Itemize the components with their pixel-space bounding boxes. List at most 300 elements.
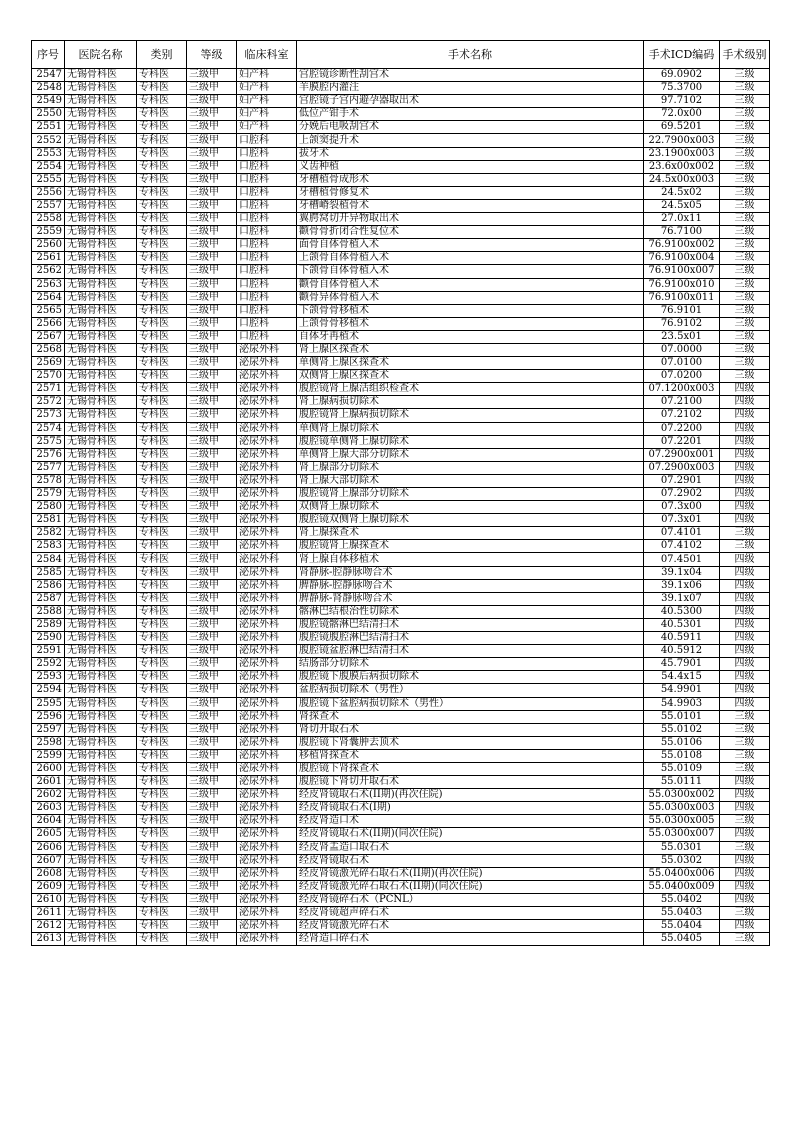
cell-level: 三级甲 [187, 343, 237, 356]
cell-seq: 2551 [32, 121, 65, 134]
cell-icd-code: 76.9100x002 [644, 239, 720, 252]
cell-surgery-name: 单侧肾上腺切除术 [297, 422, 644, 435]
cell-department: 泌尿外科 [237, 658, 297, 671]
cell-category: 专科医 [137, 435, 187, 448]
table-row [32, 186, 770, 199]
table-row [32, 461, 770, 474]
cell-icd-code: 24.5x00x003 [644, 173, 720, 186]
cell-seq: 2569 [32, 357, 65, 370]
cell-icd-code: 24.5x02 [644, 186, 720, 199]
cell-hospital: 无锡骨科医 [65, 186, 137, 199]
cell-surgery-grade: 四级 [720, 776, 770, 789]
cell-department: 口腔科 [237, 252, 297, 265]
cell-surgery-grade: 三级 [720, 357, 770, 370]
cell-category: 专科医 [137, 802, 187, 815]
cell-hospital: 无锡骨科医 [65, 632, 137, 645]
table-row [32, 82, 770, 95]
cell-seq: 2592 [32, 658, 65, 671]
cell-category: 专科医 [137, 776, 187, 789]
cell-category: 专科医 [137, 488, 187, 501]
cell-department: 泌尿外科 [237, 488, 297, 501]
cell-surgery-grade: 四级 [720, 828, 770, 841]
cell-icd-code: 76.7100 [644, 226, 720, 239]
cell-icd-code: 97.7102 [644, 95, 720, 108]
cell-surgery-name: 经皮肾镜取石术(II期)(同次住院) [297, 828, 644, 841]
cell-level: 三级甲 [187, 252, 237, 265]
cell-icd-code: 55.0102 [644, 723, 720, 736]
header-hospital: 医院名称 [65, 41, 137, 69]
cell-surgery-grade: 三级 [720, 108, 770, 121]
cell-surgery-grade: 四级 [720, 422, 770, 435]
cell-surgery-grade: 三级 [720, 199, 770, 212]
cell-department: 泌尿外科 [237, 867, 297, 880]
cell-surgery-grade: 四级 [720, 880, 770, 893]
cell-seq: 2570 [32, 370, 65, 383]
cell-icd-code: 23.5x01 [644, 330, 720, 343]
cell-surgery-name: 肾上腺探查术 [297, 527, 644, 540]
cell-surgery-grade: 三级 [720, 749, 770, 762]
cell-hospital: 无锡骨科医 [65, 278, 137, 291]
cell-seq: 2586 [32, 579, 65, 592]
table-row [32, 789, 770, 802]
cell-hospital: 无锡骨科医 [65, 252, 137, 265]
table-row [32, 108, 770, 121]
cell-icd-code: 07.2102 [644, 409, 720, 422]
cell-icd-code: 55.0101 [644, 710, 720, 723]
cell-hospital: 无锡骨科医 [65, 448, 137, 461]
cell-hospital: 无锡骨科医 [65, 907, 137, 920]
cell-seq: 2582 [32, 527, 65, 540]
cell-surgery-grade: 四级 [720, 789, 770, 802]
cell-hospital: 无锡骨科医 [65, 422, 137, 435]
cell-surgery-name: 双侧肾上腺区探查术 [297, 370, 644, 383]
table-body [32, 69, 770, 946]
cell-surgery-name: 肾切开取石术 [297, 723, 644, 736]
cell-seq: 2602 [32, 789, 65, 802]
cell-seq: 2610 [32, 893, 65, 906]
table-row [32, 396, 770, 409]
cell-category: 专科医 [137, 291, 187, 304]
cell-level: 三级甲 [187, 749, 237, 762]
cell-category: 专科医 [137, 448, 187, 461]
cell-surgery-grade: 四级 [720, 605, 770, 618]
cell-department: 泌尿外科 [237, 357, 297, 370]
cell-icd-code: 55.0402 [644, 893, 720, 906]
cell-hospital: 无锡骨科医 [65, 265, 137, 278]
cell-level: 三级甲 [187, 435, 237, 448]
cell-surgery-name: 颧骨自体骨植入术 [297, 278, 644, 291]
cell-level: 三级甲 [187, 173, 237, 186]
surgery-table [31, 40, 770, 946]
cell-category: 专科医 [137, 370, 187, 383]
cell-department: 泌尿外科 [237, 671, 297, 684]
cell-seq: 2573 [32, 409, 65, 422]
cell-hospital: 无锡骨科医 [65, 854, 137, 867]
cell-level: 三级甲 [187, 684, 237, 697]
cell-category: 专科医 [137, 815, 187, 828]
cell-category: 专科医 [137, 566, 187, 579]
cell-icd-code: 54.9903 [644, 697, 720, 710]
cell-department: 泌尿外科 [237, 370, 297, 383]
cell-department: 口腔科 [237, 134, 297, 147]
table-row [32, 618, 770, 631]
cell-level: 三级甲 [187, 605, 237, 618]
cell-level: 三级甲 [187, 723, 237, 736]
cell-level: 三级甲 [187, 697, 237, 710]
cell-department: 泌尿外科 [237, 553, 297, 566]
cell-icd-code: 07.3x01 [644, 514, 720, 527]
cell-level: 三级甲 [187, 474, 237, 487]
cell-category: 专科医 [137, 736, 187, 749]
cell-level: 三级甲 [187, 710, 237, 723]
cell-surgery-grade: 三级 [720, 95, 770, 108]
cell-surgery-grade: 四级 [720, 579, 770, 592]
cell-department: 泌尿外科 [237, 776, 297, 789]
cell-hospital: 无锡骨科医 [65, 880, 137, 893]
table-row [32, 199, 770, 212]
cell-surgery-name: 颧骨骨折闭合性复位术 [297, 226, 644, 239]
cell-surgery-grade: 四级 [720, 553, 770, 566]
table-row [32, 553, 770, 566]
cell-level: 三级甲 [187, 618, 237, 631]
cell-surgery-name: 牙槽植骨修复术 [297, 186, 644, 199]
cell-department: 泌尿外科 [237, 501, 297, 514]
cell-surgery-grade: 三级 [720, 291, 770, 304]
cell-category: 专科医 [137, 749, 187, 762]
cell-category: 专科医 [137, 278, 187, 291]
table-row [32, 920, 770, 933]
table-row [32, 121, 770, 134]
cell-department: 泌尿外科 [237, 422, 297, 435]
cell-category: 专科医 [137, 147, 187, 160]
cell-department: 妇产科 [237, 69, 297, 82]
cell-surgery-name: 经皮肾镜取石术(I期) [297, 802, 644, 815]
cell-surgery-name: 翼腭窝切开异物取出术 [297, 213, 644, 226]
cell-level: 三级甲 [187, 121, 237, 134]
cell-icd-code: 55.0302 [644, 854, 720, 867]
cell-hospital: 无锡骨科医 [65, 933, 137, 946]
table-row [32, 933, 770, 946]
cell-level: 三级甲 [187, 907, 237, 920]
cell-seq: 2601 [32, 776, 65, 789]
cell-category: 专科医 [137, 383, 187, 396]
cell-surgery-grade: 四级 [720, 461, 770, 474]
table-row [32, 749, 770, 762]
cell-hospital: 无锡骨科医 [65, 592, 137, 605]
cell-surgery-name: 腹腔镜下肾切开取石术 [297, 776, 644, 789]
table-row [32, 671, 770, 684]
table-row [32, 435, 770, 448]
cell-category: 专科医 [137, 343, 187, 356]
cell-icd-code: 07.2100 [644, 396, 720, 409]
cell-hospital: 无锡骨科医 [65, 357, 137, 370]
cell-level: 三级甲 [187, 893, 237, 906]
table-row [32, 239, 770, 252]
cell-department: 泌尿外科 [237, 762, 297, 775]
cell-category: 专科医 [137, 907, 187, 920]
cell-surgery-name: 腹腔镜肾上腺活组织检查术 [297, 383, 644, 396]
cell-department: 泌尿外科 [237, 907, 297, 920]
cell-category: 专科医 [137, 920, 187, 933]
table-row [32, 907, 770, 920]
cell-icd-code: 07.2900x001 [644, 448, 720, 461]
table-row [32, 304, 770, 317]
cell-department: 泌尿外科 [237, 841, 297, 854]
cell-seq: 2600 [32, 762, 65, 775]
cell-hospital: 无锡骨科医 [65, 749, 137, 762]
cell-icd-code: 40.5301 [644, 618, 720, 631]
cell-surgery-grade: 四级 [720, 802, 770, 815]
cell-surgery-grade: 四级 [720, 867, 770, 880]
cell-level: 三级甲 [187, 69, 237, 82]
cell-hospital: 无锡骨科医 [65, 147, 137, 160]
header-surgery-grade: 手术级别 [720, 41, 770, 69]
cell-department: 泌尿外科 [237, 514, 297, 527]
table-row [32, 854, 770, 867]
cell-icd-code: 55.0300x007 [644, 828, 720, 841]
cell-level: 三级甲 [187, 592, 237, 605]
table-row [32, 514, 770, 527]
cell-department: 泌尿外科 [237, 736, 297, 749]
cell-seq: 2613 [32, 933, 65, 946]
cell-level: 三级甲 [187, 95, 237, 108]
cell-seq: 2593 [32, 671, 65, 684]
cell-level: 三级甲 [187, 226, 237, 239]
cell-surgery-grade: 四级 [720, 854, 770, 867]
cell-level: 三级甲 [187, 920, 237, 933]
cell-surgery-grade: 四级 [720, 501, 770, 514]
table-row [32, 527, 770, 540]
cell-hospital: 无锡骨科医 [65, 108, 137, 121]
cell-hospital: 无锡骨科医 [65, 723, 137, 736]
cell-surgery-grade: 四级 [720, 448, 770, 461]
cell-category: 专科医 [137, 514, 187, 527]
table-row [32, 252, 770, 265]
cell-category: 专科医 [137, 671, 187, 684]
cell-surgery-grade: 三级 [720, 370, 770, 383]
cell-surgery-name: 牙槽植骨成形术 [297, 173, 644, 186]
cell-level: 三级甲 [187, 553, 237, 566]
cell-surgery-name: 经皮肾盂造口取石术 [297, 841, 644, 854]
cell-level: 三级甲 [187, 383, 237, 396]
cell-category: 专科医 [137, 69, 187, 82]
cell-surgery-grade: 三级 [720, 304, 770, 317]
cell-icd-code: 40.5300 [644, 605, 720, 618]
header-icd-code: 手术ICD编码 [644, 41, 720, 69]
cell-icd-code: 07.2902 [644, 488, 720, 501]
cell-surgery-name: 经皮肾镜激光碎石术 [297, 920, 644, 933]
table-row [32, 291, 770, 304]
cell-category: 专科医 [137, 239, 187, 252]
cell-category: 专科医 [137, 605, 187, 618]
cell-hospital: 无锡骨科医 [65, 566, 137, 579]
cell-hospital: 无锡骨科医 [65, 736, 137, 749]
cell-surgery-name: 义齿种植 [297, 160, 644, 173]
cell-level: 三级甲 [187, 828, 237, 841]
cell-surgery-grade: 四级 [720, 658, 770, 671]
cell-icd-code: 75.3700 [644, 82, 720, 95]
cell-icd-code: 55.0300x003 [644, 802, 720, 815]
cell-department: 泌尿外科 [237, 749, 297, 762]
cell-surgery-name: 经皮肾镜超声碎石术 [297, 907, 644, 920]
cell-category: 专科医 [137, 658, 187, 671]
cell-level: 三级甲 [187, 409, 237, 422]
cell-hospital: 无锡骨科医 [65, 579, 137, 592]
cell-hospital: 无锡骨科医 [65, 343, 137, 356]
cell-department: 口腔科 [237, 239, 297, 252]
table-row [32, 226, 770, 239]
cell-category: 专科医 [137, 723, 187, 736]
cell-hospital: 无锡骨科医 [65, 540, 137, 553]
cell-department: 口腔科 [237, 330, 297, 343]
table-row [32, 605, 770, 618]
cell-seq: 2580 [32, 501, 65, 514]
cell-surgery-name: 下颌骨骨移植术 [297, 304, 644, 317]
cell-icd-code: 76.9101 [644, 304, 720, 317]
cell-surgery-name: 经皮肾镜取石术(II期)(再次住院) [297, 789, 644, 802]
cell-hospital: 无锡骨科医 [65, 409, 137, 422]
cell-category: 专科医 [137, 226, 187, 239]
cell-surgery-name: 经皮肾造口术 [297, 815, 644, 828]
cell-surgery-grade: 三级 [720, 160, 770, 173]
cell-hospital: 无锡骨科医 [65, 920, 137, 933]
cell-surgery-grade: 三级 [720, 540, 770, 553]
cell-hospital: 无锡骨科医 [65, 618, 137, 631]
cell-seq: 2564 [32, 291, 65, 304]
cell-icd-code: 39.1x06 [644, 579, 720, 592]
header-category: 类别 [137, 41, 187, 69]
cell-department: 泌尿外科 [237, 566, 297, 579]
cell-level: 三级甲 [187, 370, 237, 383]
cell-department: 泌尿外科 [237, 684, 297, 697]
cell-surgery-grade: 四级 [720, 566, 770, 579]
cell-surgery-name: 牙槽嵴裂植骨术 [297, 199, 644, 212]
cell-level: 三级甲 [187, 448, 237, 461]
cell-hospital: 无锡骨科医 [65, 488, 137, 501]
cell-surgery-name: 腹腔镜肾上腺病损切除术 [297, 409, 644, 422]
table-row [32, 370, 770, 383]
table-row [32, 566, 770, 579]
table-row [32, 736, 770, 749]
cell-level: 三级甲 [187, 802, 237, 815]
table-row [32, 762, 770, 775]
cell-icd-code: 55.0400x009 [644, 880, 720, 893]
cell-surgery-name: 盆腔病损切除术（男性） [297, 684, 644, 697]
cell-surgery-grade: 三级 [720, 815, 770, 828]
cell-icd-code: 07.2901 [644, 474, 720, 487]
table-row [32, 409, 770, 422]
cell-department: 妇产科 [237, 82, 297, 95]
cell-hospital: 无锡骨科医 [65, 684, 137, 697]
cell-hospital: 无锡骨科医 [65, 121, 137, 134]
cell-level: 三级甲 [187, 579, 237, 592]
cell-hospital: 无锡骨科医 [65, 199, 137, 212]
header-row [32, 41, 770, 69]
cell-category: 专科医 [137, 618, 187, 631]
cell-seq: 2552 [32, 134, 65, 147]
cell-department: 泌尿外科 [237, 343, 297, 356]
table-row [32, 776, 770, 789]
cell-surgery-name: 上颌骨骨移植术 [297, 317, 644, 330]
cell-icd-code: 39.1x07 [644, 592, 720, 605]
cell-surgery-grade: 四级 [720, 645, 770, 658]
cell-seq: 2591 [32, 645, 65, 658]
cell-level: 三级甲 [187, 134, 237, 147]
cell-surgery-name: 拔牙术 [297, 147, 644, 160]
cell-level: 三级甲 [187, 658, 237, 671]
cell-surgery-name: 腹腔镜下腹膜后病损切除术 [297, 671, 644, 684]
cell-surgery-grade: 三级 [720, 265, 770, 278]
cell-surgery-name: 颧骨异体骨植入术 [297, 291, 644, 304]
table-row [32, 448, 770, 461]
cell-department: 泌尿外科 [237, 527, 297, 540]
cell-surgery-name: 羊膜腔内灌注 [297, 82, 644, 95]
cell-surgery-name: 髂淋巴结根治性切除术 [297, 605, 644, 618]
cell-icd-code: 55.0403 [644, 907, 720, 920]
cell-hospital: 无锡骨科医 [65, 435, 137, 448]
cell-category: 专科医 [137, 108, 187, 121]
cell-icd-code: 55.0405 [644, 933, 720, 946]
cell-category: 专科医 [137, 213, 187, 226]
cell-icd-code: 55.0300x005 [644, 815, 720, 828]
cell-surgery-grade: 四级 [720, 488, 770, 501]
cell-level: 三级甲 [187, 330, 237, 343]
table-row [32, 815, 770, 828]
cell-level: 三级甲 [187, 566, 237, 579]
cell-hospital: 无锡骨科医 [65, 645, 137, 658]
cell-seq: 2583 [32, 540, 65, 553]
cell-category: 专科医 [137, 880, 187, 893]
cell-department: 口腔科 [237, 304, 297, 317]
cell-surgery-grade: 三级 [720, 173, 770, 186]
cell-department: 泌尿外科 [237, 828, 297, 841]
cell-surgery-grade: 三级 [720, 82, 770, 95]
cell-category: 专科医 [137, 553, 187, 566]
cell-level: 三级甲 [187, 736, 237, 749]
cell-hospital: 无锡骨科医 [65, 461, 137, 474]
cell-seq: 2549 [32, 95, 65, 108]
cell-hospital: 无锡骨科医 [65, 370, 137, 383]
cell-surgery-grade: 四级 [720, 632, 770, 645]
cell-surgery-name: 单侧肾上腺大部分切除术 [297, 448, 644, 461]
cell-seq: 2587 [32, 592, 65, 605]
cell-seq: 2606 [32, 841, 65, 854]
cell-seq: 2571 [32, 383, 65, 396]
cell-seq: 2560 [32, 239, 65, 252]
cell-surgery-name: 经皮肾镜取石术 [297, 854, 644, 867]
cell-level: 三级甲 [187, 632, 237, 645]
cell-surgery-name: 经皮肾镜激光碎石取石术(II期)(再次住院) [297, 867, 644, 880]
table-row [32, 658, 770, 671]
cell-surgery-grade: 四级 [720, 592, 770, 605]
cell-surgery-name: 经皮肾镜碎石术（PCNL） [297, 893, 644, 906]
cell-seq: 2576 [32, 448, 65, 461]
cell-surgery-name: 分娩后电吸刮宫术 [297, 121, 644, 134]
table-row [32, 213, 770, 226]
cell-surgery-grade: 三级 [720, 736, 770, 749]
cell-department: 口腔科 [237, 265, 297, 278]
cell-hospital: 无锡骨科医 [65, 226, 137, 239]
table-row [32, 540, 770, 553]
cell-hospital: 无锡骨科医 [65, 893, 137, 906]
cell-hospital: 无锡骨科医 [65, 396, 137, 409]
cell-level: 三级甲 [187, 488, 237, 501]
cell-icd-code: 07.0200 [644, 370, 720, 383]
cell-category: 专科医 [137, 422, 187, 435]
cell-surgery-name: 肾上腺自体移植术 [297, 553, 644, 566]
cell-surgery-name: 脾静脉-腔静脉吻合术 [297, 579, 644, 592]
cell-department: 泌尿外科 [237, 710, 297, 723]
